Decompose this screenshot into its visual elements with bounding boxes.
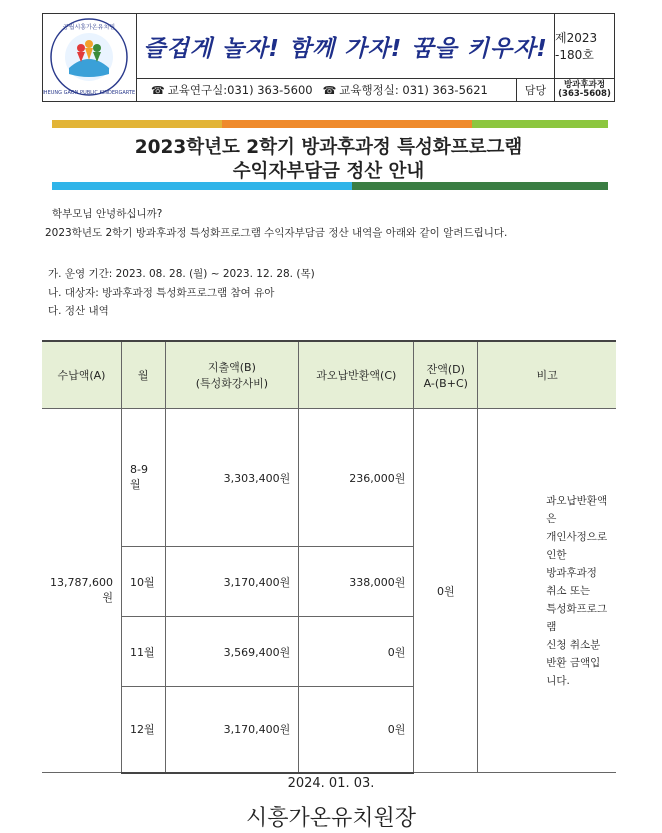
expense-cell: 3,303,400원 — [165, 409, 299, 547]
header-month: 월 — [121, 341, 165, 409]
issue-date: 2024. 01. 03. — [287, 776, 375, 791]
month-cell: 10월 — [121, 547, 165, 617]
kindergarten-logo — [43, 14, 135, 100]
phone-line — [137, 79, 517, 101]
bottom-color-bar-2 — [352, 182, 608, 190]
phone-research: ☎ 교육연구실:031) 363-5600 — [151, 83, 313, 97]
department-phone: (363-5608) — [558, 89, 611, 99]
signature: 시흥가온유치원장 — [245, 806, 417, 831]
refund-cell: 338,000원 — [299, 547, 414, 617]
header-balance: 잔액(D) A-(B+C) — [414, 341, 478, 409]
title-line-1: 2023학년도 2학기 방과후과정 특성화프로그램 — [134, 137, 523, 158]
income-cell: 13,787,600 원 — [42, 409, 121, 773]
settlement-table — [42, 340, 616, 774]
slogan: 즐겁게 놀자! 함께 가자! 꿈을 키우자! — [143, 35, 548, 62]
department-name: 방과후과정 — [563, 80, 606, 90]
balance-cell: 0원 — [414, 409, 478, 773]
month-cell: 12월 — [121, 687, 165, 773]
department-cell — [555, 79, 614, 101]
target-students: 나. 대상자: 방과후과정 특성화프로그램 참여 유아 — [48, 287, 275, 299]
month-cell: 11월 — [121, 617, 165, 687]
header-income: 수납액(A) — [42, 341, 121, 409]
refund-cell: 0원 — [299, 687, 414, 773]
table-row — [42, 409, 616, 547]
refund-cell: 236,000원 — [299, 409, 414, 547]
table-header-row — [42, 341, 616, 409]
greeting: 학부모님 안녕하십니까? — [52, 208, 163, 220]
operation-period: 가. 운영 기간: 2023. 08. 28. (월) ~ 2023. 12. 28. (목) — [48, 268, 315, 280]
letterhead — [42, 13, 615, 102]
svg-text:공립시흥가온유치원: 공립시흥가온유치원 — [62, 24, 116, 31]
document-number: 제2023 -180호 — [555, 14, 614, 79]
top-color-bar-3 — [472, 120, 608, 128]
top-color-bar-1 — [52, 120, 222, 128]
bottom-color-bar-1 — [52, 182, 352, 190]
logo-cell — [43, 14, 137, 101]
phone-icon: ☎ — [322, 84, 337, 97]
header-expense: 지출액(B) (특성화강사비) — [165, 341, 299, 409]
month-cell: 8-9월 — [121, 409, 165, 547]
slogan-cell — [137, 14, 555, 79]
phone-icon: ☎ — [151, 84, 165, 97]
title-line-2: 수익자부담금 정산 안내 — [232, 161, 425, 182]
expense-cell: 3,569,400원 — [165, 617, 299, 687]
note-cell: 과오납반환액은 개인사정으로 인한 방과후과정 취소 또는 특성화프로그램 신청 취소분 반환 금액입니다. — [478, 409, 616, 773]
settlement-heading: 다. 정산 내역 — [48, 305, 109, 317]
in-charge-label: 담당 — [517, 79, 555, 101]
header-note: 비고 — [478, 341, 616, 409]
header-refund: 과오납반환액(C) — [299, 341, 414, 409]
top-color-bar-2 — [222, 120, 472, 128]
expense-cell: 3,170,400원 — [165, 547, 299, 617]
refund-cell: 0원 — [299, 617, 414, 687]
expense-cell: 3,170,400원 — [165, 687, 299, 773]
phone-admin: ☎ 교육행정실: 031) 363-5621 — [322, 83, 488, 97]
svg-text:SIHEUNG GAON PUBLIC KINDERGART: SIHEUNG GAON PUBLIC KINDERGARTEN — [43, 90, 135, 96]
intro-text: 2023학년도 2학기 방과후과정 특성화프로그램 수익자부담금 정산 내역을 아래와 같이 알려드립니다. — [45, 227, 508, 239]
